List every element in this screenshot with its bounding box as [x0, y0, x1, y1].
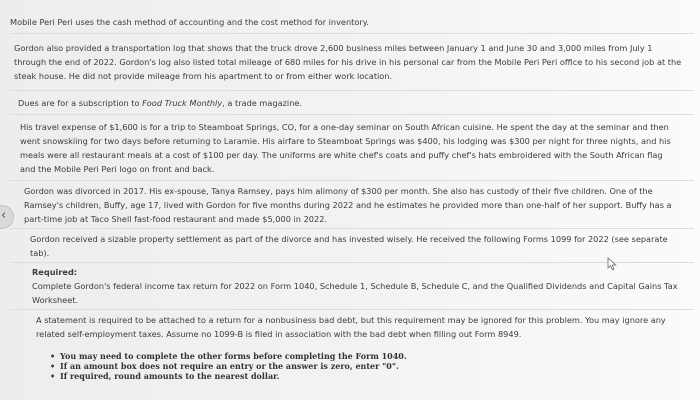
- previous-arrow-button[interactable]: [0, 205, 14, 229]
- divider: [10, 309, 694, 310]
- dues-text-prefix: Dues are for a subscription to: [18, 98, 143, 108]
- paragraph-divorce: Gordon was divorced in 2017. His ex-spouse, Tanya Ramsey, pays him alimony of $300 per month. She also has custody of their five children. One of the Ramsey's children, Buffy, age 17, lived with Gordon for five months during 2022 and he estimates he provided more than one-half of her support. Buffy has a part-time job at Taco Shell fast-food restaurant and made $5,000 in 2022.: [24, 186, 672, 224]
- paragraph-inventory-method: Mobile Peri Peri uses the cash method of accounting and the cost method for inventory.: [10, 17, 369, 27]
- paragraph-dues: [18, 96, 678, 110]
- paragraph-property-settlement: Gordon received a sizable property settlement as part of the divorce and has invested wisely. He received the following Forms 1099 for 2022 (see separate tab).: [30, 234, 668, 258]
- bullet-text: You may need to complete the other forms before completing the Form 1040.: [60, 351, 407, 361]
- dues-text-suffix: , a trade magazine.: [222, 98, 303, 108]
- bullet-text: If required, round amounts to the nearest dollar.: [60, 371, 280, 381]
- required-label: Required:: [32, 267, 78, 277]
- bullet-item: • You may need to complete the other forms before completing the Form 1040.: [50, 351, 407, 361]
- divider: [10, 114, 694, 115]
- bullet-item: • If required, round amounts to the nearest dollar.: [50, 371, 280, 381]
- divider: [10, 228, 694, 229]
- chevron-left-icon: ‹: [1, 208, 7, 223]
- paragraph-transportation-log: Gordon also provided a transportation log that shows that the truck drove 2,600 business miles between January 1 and June 30 and 3,000 miles from July 1 through the end of 2022. Gordon's log also listed total mileage of 680 miles for his drive in his personal car from the Mobile Peri Peri office to his second job at the steak house. He did not provide mileage from his apartment to or from either work location.: [14, 43, 682, 81]
- divider: [10, 33, 694, 34]
- mouse-cursor-icon: [606, 257, 618, 271]
- instruction-bullets: [50, 351, 407, 381]
- paragraph-travel-expense: His travel expense of $1,600 is for a trip to Steamboat Springs, CO, for a one-day seminar on South African cuisine. He spent the day at the seminar and then went snowskiing for two days before returning to Laramie. His airfare to Steamboat Springs was $400, his lodging was $300 per night for three nights, and his meals were all restaurant meals at a cost of $100 per day. The uniforms are white chef's coats and puffy chef's hats embroidered with the South African flag and the Mobile Peri Peri logo on front and back.: [20, 122, 671, 174]
- paragraph-bad-debt-statement: A statement is required to be attached to a return for a nonbusiness bad debt, but this requirement may be ignored for this problem. You may ignore any related self-employment taxes. Assume no 1099-B is filed in association with the bad debt when filling out Form 8949.: [36, 315, 666, 339]
- divider: [10, 180, 694, 181]
- divider: [10, 90, 694, 91]
- magazine-title: Food Truck Monthly: [142, 98, 223, 108]
- bullet-text: If an amount box does not require an entry or the answer is zero, enter "0".: [60, 361, 399, 371]
- divider: [10, 262, 694, 263]
- required-instructions: Complete Gordon's federal income tax return for 2022 on Form 1040, Schedule 1, Schedule B, Schedule C, and the Qualified Dividends and Capital Gains Tax Worksheet.: [32, 281, 678, 305]
- bullet-item: • If an amount box does not require an entry or the answer is zero, enter "0".: [50, 361, 399, 371]
